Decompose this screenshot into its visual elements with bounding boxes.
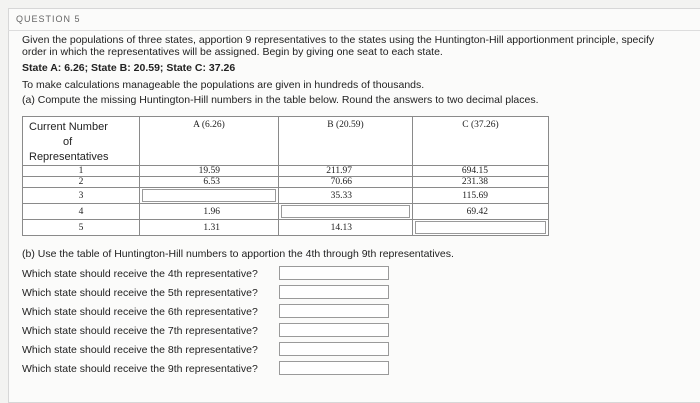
table-row bbox=[23, 220, 549, 236]
cell-c-input-wrap bbox=[413, 220, 549, 236]
part-b-instruction: (b) Use the table of Huntington-Hill numbers to apportion the 4th through 9th representatives. bbox=[22, 248, 454, 260]
huntington-hill-table bbox=[22, 116, 549, 236]
row-number: 2 bbox=[23, 177, 140, 188]
answer-4th-input[interactable] bbox=[279, 266, 389, 280]
c5-input[interactable] bbox=[415, 221, 546, 234]
cell-c: 69.42 bbox=[413, 204, 549, 220]
cell-c: 231.38 bbox=[413, 177, 549, 188]
b4-input[interactable] bbox=[281, 205, 410, 218]
answer-6th-input[interactable] bbox=[279, 304, 389, 318]
cell-b: 14.13 bbox=[279, 220, 413, 236]
question-label: QUESTION 5 bbox=[16, 14, 81, 24]
question-8th: Which state should receive the 8th representative? bbox=[22, 344, 258, 356]
header-state-a: A (6.26) bbox=[140, 117, 279, 166]
a3-input[interactable] bbox=[142, 189, 276, 202]
header-state-c: C (37.26) bbox=[413, 117, 549, 166]
cell-b-input-wrap bbox=[279, 204, 413, 220]
question-9th: Which state should receive the 9th representative? bbox=[22, 363, 258, 375]
cell-a: 1.31 bbox=[140, 220, 279, 236]
header-line-3: Representatives bbox=[29, 151, 109, 163]
row-number: 5 bbox=[23, 220, 140, 236]
row-number: 4 bbox=[23, 204, 140, 220]
intro-line-1: Given the populations of three states, apportion 9 representatives to the states using the Huntington-Hill apportionment principle, specify bbox=[22, 34, 655, 46]
cell-b: 70.66 bbox=[279, 177, 413, 188]
answer-7th-input[interactable] bbox=[279, 323, 389, 337]
cell-a: 6.53 bbox=[140, 177, 279, 188]
row-number: 3 bbox=[23, 188, 140, 204]
cell-a: 19.59 bbox=[140, 166, 279, 177]
header-line-2: of bbox=[63, 136, 73, 148]
intro-line-3: To make calculations manageable the populations are given in hundreds of thousands. bbox=[22, 79, 425, 91]
question-4th: Which state should receive the 4th representative? bbox=[22, 268, 258, 280]
header-line-1: Current Number bbox=[29, 121, 108, 133]
table-row bbox=[23, 188, 549, 204]
cell-a: 1.96 bbox=[140, 204, 279, 220]
question-5th: Which state should receive the 5th representative? bbox=[22, 287, 258, 299]
cell-b: 35.33 bbox=[279, 188, 413, 204]
cell-c: 694.15 bbox=[413, 166, 549, 177]
table-row bbox=[23, 177, 549, 188]
header-state-b: B (20.59) bbox=[279, 117, 413, 166]
answer-5th-input[interactable] bbox=[279, 285, 389, 299]
answer-9th-input[interactable] bbox=[279, 361, 389, 375]
row-number: 1 bbox=[23, 166, 140, 177]
table-row bbox=[23, 204, 549, 220]
cell-c: 115.69 bbox=[413, 188, 549, 204]
intro-line-2: order in which the representatives will be assigned. Begin by giving one seat to each state. bbox=[22, 46, 443, 58]
part-a-instruction: (a) Compute the missing Huntington-Hill numbers in the table below. Round the answers to two decimal places. bbox=[22, 94, 539, 106]
header-divider bbox=[8, 30, 700, 31]
answer-8th-input[interactable] bbox=[279, 342, 389, 356]
question-6th: Which state should receive the 6th representative? bbox=[22, 306, 258, 318]
question-7th: Which state should receive the 7th representative? bbox=[22, 325, 258, 337]
table-header-row bbox=[23, 117, 549, 166]
cell-b: 211.97 bbox=[279, 166, 413, 177]
header-current-number bbox=[23, 117, 140, 166]
cell-a-input-wrap bbox=[140, 188, 279, 204]
table-row bbox=[23, 166, 549, 177]
state-populations: State A: 6.26; State B: 20.59; State C: 37.26 bbox=[22, 62, 236, 74]
